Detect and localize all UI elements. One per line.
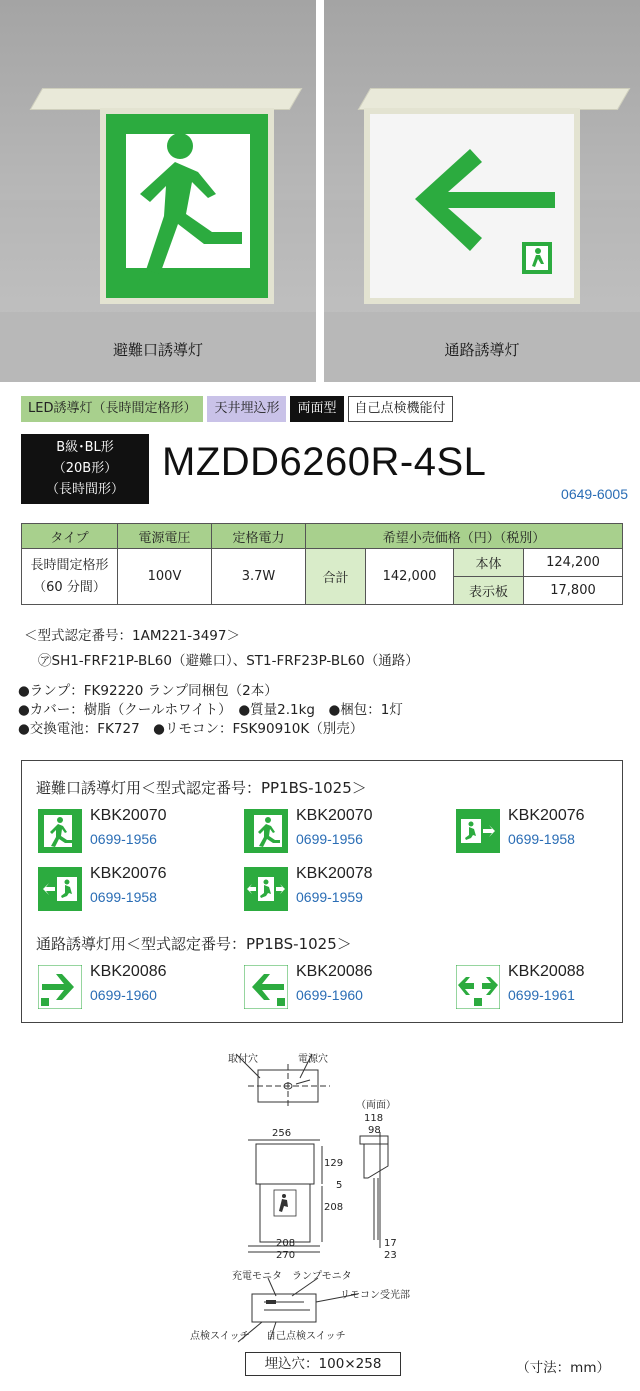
cell-panel-label: 表示板 — [454, 577, 524, 605]
panel-item — [38, 865, 228, 913]
panel-code: KBK20088 — [508, 963, 585, 980]
label-both-sides: （両面） — [356, 1100, 396, 1111]
order-code: 0649-6005 — [561, 486, 628, 502]
panel-code: KBK20086 — [90, 963, 167, 980]
route-left-arrow-icon — [244, 965, 288, 1009]
panel-code: KBK20070 — [90, 807, 167, 824]
dim-270: 270 — [276, 1250, 296, 1261]
product-photo-route — [324, 0, 640, 382]
fixture-base — [30, 88, 303, 110]
product-photo-evacuation — [0, 0, 316, 382]
certification — [24, 624, 419, 674]
route-panels-title: 通路誘導灯用＜型式認定番号：PP1BS-1025＞ — [36, 935, 352, 953]
photo-caption-right: 通路誘導灯 — [444, 341, 520, 359]
dim-129: 129 — [324, 1158, 344, 1169]
cell-voltage: 100V — [118, 549, 212, 605]
header-voltage: 電源電圧 — [118, 524, 212, 549]
panel-item — [244, 807, 434, 855]
badge-self-check: 自己点検機能付 — [348, 396, 453, 422]
dim-256: 256 — [272, 1128, 292, 1139]
dim-118: 118 — [364, 1113, 384, 1124]
panel-code: KBK20078 — [296, 865, 373, 882]
route-sign — [364, 108, 580, 304]
panel-code: KBK20070 — [296, 807, 373, 824]
feature-item: ●交換電池：FK727 ●リモコン：FSK90910K（別売） — [18, 721, 364, 737]
evac-panels-title: 避難口誘導灯用＜型式認定番号：PP1BS-1025＞ — [36, 779, 367, 797]
type-line: （60 分間） — [33, 579, 106, 595]
class-line: （長時間形） — [45, 482, 124, 497]
label-charge-monitor: 充電モニタ — [232, 1271, 282, 1282]
feature-list — [18, 682, 403, 739]
exit-running-man-icon — [244, 809, 288, 853]
panel-item — [456, 807, 640, 855]
panel-number: 0699-1961 — [508, 987, 575, 1003]
dim-208-horizontal: 208 — [276, 1238, 296, 1249]
class-box — [21, 434, 149, 504]
badge-both-sides: 両面型 — [290, 396, 343, 422]
cell-type — [22, 549, 118, 605]
label-self-check-switch: 自己点検スイッチ — [266, 1331, 346, 1342]
panel-number: 0699-1960 — [90, 987, 157, 1003]
class-line: （20B形） — [52, 461, 118, 476]
left-arrow-icon — [410, 144, 560, 274]
panel-number: 0699-1959 — [296, 889, 363, 905]
dim-5: 5 — [336, 1180, 343, 1191]
panel-number: 0699-1958 — [508, 831, 575, 847]
label-power-hole: 電源穴 — [298, 1054, 328, 1065]
panel-item — [38, 963, 228, 1011]
panel-item — [38, 807, 228, 855]
label-lamp-monitor: ランプモニタ — [292, 1271, 352, 1282]
label-mount-hole: 取付穴 — [228, 1054, 258, 1065]
dim-17: 17 — [384, 1238, 397, 1249]
route-right-arrow-icon — [38, 965, 82, 1009]
display-panels-box — [21, 760, 623, 1023]
feature-item: ●カバー：樹脂（クールホワイト） ●質量2.1kg ●梱包：1灯 — [18, 702, 403, 718]
cert-detail: ㋐SH1-FRF21P-BL60（避難口）、ST1-FRF23P-BL60（通路） — [38, 653, 419, 669]
header-power: 定格電力 — [212, 524, 306, 549]
feature-item: ●ランプ：FK92220 ランプ同梱包（2本） — [18, 683, 278, 699]
panel-item — [244, 865, 434, 913]
route-both-arrows-icon — [456, 965, 500, 1009]
model-number: MZDD6260R-4SL — [162, 440, 487, 484]
feature-badges — [21, 396, 453, 422]
cell-total-label: 合計 — [306, 549, 366, 605]
dim-98: 98 — [368, 1125, 381, 1136]
cell-power: 3.7W — [212, 549, 306, 605]
panel-item — [244, 963, 434, 1011]
cell-body-label: 本体 — [454, 549, 524, 577]
exit-running-man-icon — [38, 809, 82, 853]
embed-hole-size: 埋込穴：100×258 — [245, 1352, 401, 1376]
badge-ceiling: 天井埋込形 — [207, 396, 286, 422]
cell-total-value: 142,000 — [366, 549, 454, 605]
panel-code: KBK20086 — [296, 963, 373, 980]
panel-number: 0699-1956 — [90, 831, 157, 847]
panel-code: KBK20076 — [508, 807, 585, 824]
class-line: B級･BL形 — [56, 440, 114, 455]
exit-left-arrow-icon — [38, 867, 82, 911]
photo-caption-left: 避難口誘導灯 — [112, 341, 203, 359]
exit-both-arrows-icon — [244, 867, 288, 911]
cert-number: ＜型式認定番号：1AM221-3497＞ — [24, 628, 240, 644]
header-type: タイプ — [22, 524, 118, 549]
header-price: 希望小売価格（円）（税別） — [306, 524, 623, 549]
unit-note: （寸法：mm） — [516, 1360, 610, 1376]
spec-table — [21, 523, 623, 605]
cell-panel-value: 17,800 — [524, 577, 623, 605]
panel-item — [456, 963, 640, 1011]
fixture-base — [358, 88, 631, 110]
label-check-switch: 点検スイッチ — [190, 1331, 250, 1342]
evacuation-sign — [100, 108, 274, 304]
badge-led: LED誘導灯（長時間定格形） — [21, 396, 203, 422]
panel-number: 0699-1956 — [296, 831, 363, 847]
label-remote-receiver: リモコン受光部 — [340, 1290, 410, 1301]
panel-code: KBK20076 — [90, 865, 167, 882]
type-line: 長時間定格形 — [30, 557, 109, 573]
panel-number: 0699-1958 — [90, 889, 157, 905]
cell-body-value: 124,200 — [524, 549, 623, 577]
exit-right-arrow-icon — [456, 809, 500, 853]
running-man-icon — [120, 124, 260, 294]
panel-number: 0699-1960 — [296, 987, 363, 1003]
dim-208-vertical: 208 — [324, 1202, 344, 1213]
dim-23: 23 — [384, 1250, 397, 1261]
